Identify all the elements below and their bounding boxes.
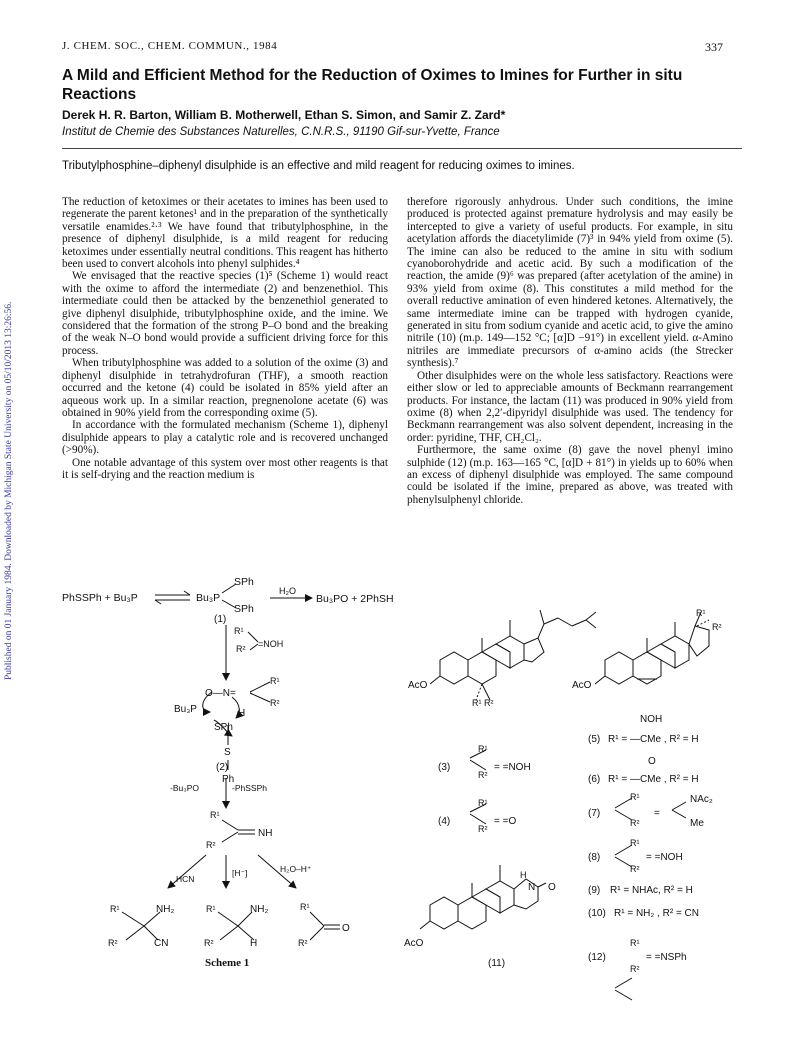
compound-1-label: (1) [214, 614, 227, 625]
step-b-label: -PhSSPh [232, 783, 267, 793]
on-label: O—N= [205, 688, 236, 699]
o-label: O [648, 756, 656, 767]
r2-label: R² [478, 770, 488, 780]
sph-bottom-label: SPh [234, 603, 254, 615]
h-label: H [238, 708, 246, 719]
r2-label: R² [108, 938, 118, 948]
compound-4-label: (4) [438, 816, 451, 827]
nac2-label: NAc₂ [690, 794, 713, 805]
r1r2-label: R¹ R² [472, 698, 494, 708]
compound-9-def: R¹ = NHAc, R² = H [610, 885, 693, 896]
watermark-text: Published on 01 January 1984. Downloaded by Michigan State University on 05/10/2013 13:26:56. [4, 301, 14, 680]
hydrolysis-label: H₂O–H⁺ [280, 864, 312, 874]
ph-label: Ph [222, 774, 235, 785]
compound-10-def: R¹ = NH₂ , R² = CN [614, 908, 699, 919]
nsph-equals: = =NSPh [646, 952, 687, 963]
noh-label: =NOH [258, 639, 284, 649]
compound-8-label: (8) [588, 852, 601, 863]
r2-label: R² [270, 698, 280, 708]
r1-label: R¹ [630, 938, 640, 948]
aco-label: AcO [408, 680, 428, 691]
noh-equals: = =NOH [646, 852, 683, 863]
bu3p-label: Bu₃P [196, 592, 221, 604]
paragraph: One notable advantage of this system over most other reagents is that it is self-drying and the reaction medium is [62, 456, 388, 481]
noh-equals: = =NOH [494, 762, 531, 773]
nh2-label: NH₂ [156, 904, 175, 915]
paragraph: therefore rigorously anhydrous. Under such conditions, the imine produced is protected against premature hydrolysis and may easily be intercepted to give a variety of useful products. For example, in situ acetylation affords the diacetylimide (7)³ in 94% yield from oxime (5). The imine can also be reduced to the amine in situ with sodium cyanoborohydride and acetic acid. By such a modification of the reaction, the amide (9)⁶ was prepared (after acetylation of the amine) in 93% yield from oxime (8). This constitutes a mild method for the overall reductive amination of even hindered ketones. Alternatively, the same intermediate imine can be trapped with hydrogen cyanide, generated in situ from sodium cyanide and acetic acid, to give the amino nitrile (10) (m.p. 149—152 °C; [α]D −91°) in excellent yield. α-Amino nitriles are immediate precursors of α-amino acids (the Strecker synthesis).⁷ [407, 196, 733, 370]
r2-label: R² [630, 864, 640, 874]
r2-label: R² [478, 824, 488, 834]
step-a-label: -Bu₃PO [170, 783, 199, 793]
r2-label: R² [236, 644, 246, 654]
r1-label: R¹ [478, 798, 488, 808]
products-label: Bu₃PO + 2PhSH [316, 593, 394, 605]
paragraph: Other disulphides were on the whole less satisfactory. Reactions were either slow or led to appreciable amounts of Beckmann rearrangement products. For instance, the lactam (11) was produced in 90% yield from oxime (8) when 2,2′-dipyridyl disulphide was used. The tendency for Beckmann rearrangement was also solvent dependent, increasing in the order: pyridine, THF, CH₂Cl₂. [407, 369, 733, 444]
page-number: 337 [705, 40, 723, 54]
r1-label: R¹ [696, 608, 706, 618]
compound-9-label: (9) [588, 885, 601, 896]
compound-3-label: (3) [438, 762, 451, 773]
h-label: H [250, 938, 258, 949]
noh-label: NOH [640, 714, 663, 725]
nh-label: NH [258, 828, 273, 839]
compound-6-def: R¹ = —CMe , R² = H [608, 774, 699, 785]
sph-label: SPh [214, 722, 233, 733]
running-header: J. CHEM. SOC., CHEM. COMMUN., 1984 [62, 40, 278, 52]
article-title: A Mild and Efficient Method for the Reduction of Oximes to Imines for Further in situ Reactions [62, 67, 683, 103]
hcn-label: HCN [176, 874, 195, 884]
hydride-label: [H⁻] [232, 868, 248, 878]
bu3p-label: Bu₃P [174, 704, 197, 715]
r1-label: R¹ [234, 626, 244, 636]
compound-2-label: (2) [216, 762, 229, 773]
compound-5-def: R¹ = —CMe , R² = H [608, 734, 699, 745]
affiliation: Institut de Chemie des Substances Naturelles, C.N.R.S., 91190 Gif-sur-Yvette, France [62, 126, 500, 138]
abstract: Tributylphosphine–diphenyl disulphide is an effective and mild reagent for reducing oximes to imines. [62, 160, 575, 172]
r1-label: R¹ [210, 810, 220, 820]
author-list: Derek H. R. Barton, William B. Motherwell, Ethan S. Simon, and Samir Z. Zard* [62, 108, 506, 122]
r1-label: R¹ [478, 744, 488, 754]
aco-label: AcO [572, 680, 592, 691]
r2-label: R² [298, 938, 308, 948]
oxo-equals: = =O [494, 816, 517, 827]
paragraph: When tributylphosphine was added to a solution of the oxime (3) and diphenyl disulphide in tetrahydrofuran (THF), a smooth reaction occurred and the ketone (4) could be isolated in 85% yield after an aqueous work up. In a similar reaction, pregnenolone acetate (6) was obtained in 90% yield from the corresponding oxime (5). [62, 357, 388, 419]
paragraph: In accordance with the formulated mechanism (Scheme 1), diphenyl disulphide appears to play a catalytic role and is recovered unchanged (>90%). [62, 419, 388, 457]
r2-label: R² [712, 622, 722, 632]
r1-label: R¹ [630, 838, 640, 848]
compound-11-label: (11) [488, 958, 506, 969]
compound-7-label: (7) [588, 808, 601, 819]
compound-12-label: (12) [588, 952, 606, 963]
s-label: S [224, 747, 231, 758]
reactants-label: PhSSPh + Bu₃P [62, 592, 138, 604]
me-label: Me [690, 818, 704, 829]
r1-label: R¹ [110, 904, 120, 914]
r2-label: R² [630, 818, 640, 828]
paragraph: The reduction of ketoximes or their acetates to imines has been used to regenerate the parent ketones¹ and in the preparation of the synthetically versatile enamides.²·³ We have found that tributylphosphine, in the presence of diphenyl disulphide, is a mild reagent for reducing ketoximes under essentially neutral conditions. This reagent has hitherto been used to convert alcohols into phenyl sulphides.⁴ [62, 196, 388, 271]
aco-label: AcO [404, 938, 424, 949]
compound-5-label: (5) [588, 734, 601, 745]
r2-label: R² [206, 840, 216, 850]
n-label: N [528, 882, 536, 893]
sph-top-label: SPh [234, 576, 254, 588]
r2-label: R² [204, 938, 214, 948]
r1-label: R¹ [270, 676, 280, 686]
o-label: O [342, 923, 350, 934]
nh2-label: NH₂ [250, 904, 269, 915]
equals-label: = [654, 808, 660, 819]
scheme-caption: Scheme 1 [205, 957, 250, 969]
cn-label: CN [154, 938, 169, 949]
compound-6-label: (6) [588, 774, 601, 785]
r1-label: R¹ [630, 792, 640, 802]
r1-label: R¹ [206, 904, 216, 914]
r1-label: R¹ [300, 902, 310, 912]
compound-10-label: (10) [588, 908, 606, 919]
r2-label: R² [630, 964, 640, 974]
water-label: H₂O [279, 586, 296, 596]
o-label: O [548, 882, 556, 893]
nh-label: H [520, 870, 527, 880]
paragraph: We envisaged that the reactive species (1)⁵ (Scheme 1) would react with the oxime to afford the intermediate (2) and benzenethiol. This intermediate could then be attacked by the benzenethiol generated to give diphenyl disulphide, tributylphosphine oxide, and the imine. We considered that the formation of the strong P–O bond and the breaking of the weak N–O bond would provide a sufficient driving force for this process. [62, 270, 388, 357]
paragraph: Furthermore, the same oxime (8) gave the novel phenyl imino sulphide (12) (m.p. 163—165 °C, [α]D + 81°) in yields up to 60% when an excess of diphenyl disulphide was employed. The same compound could be isolated if the imine, prepared as above, was treated with phenylsulphenyl chloride. [407, 444, 733, 506]
